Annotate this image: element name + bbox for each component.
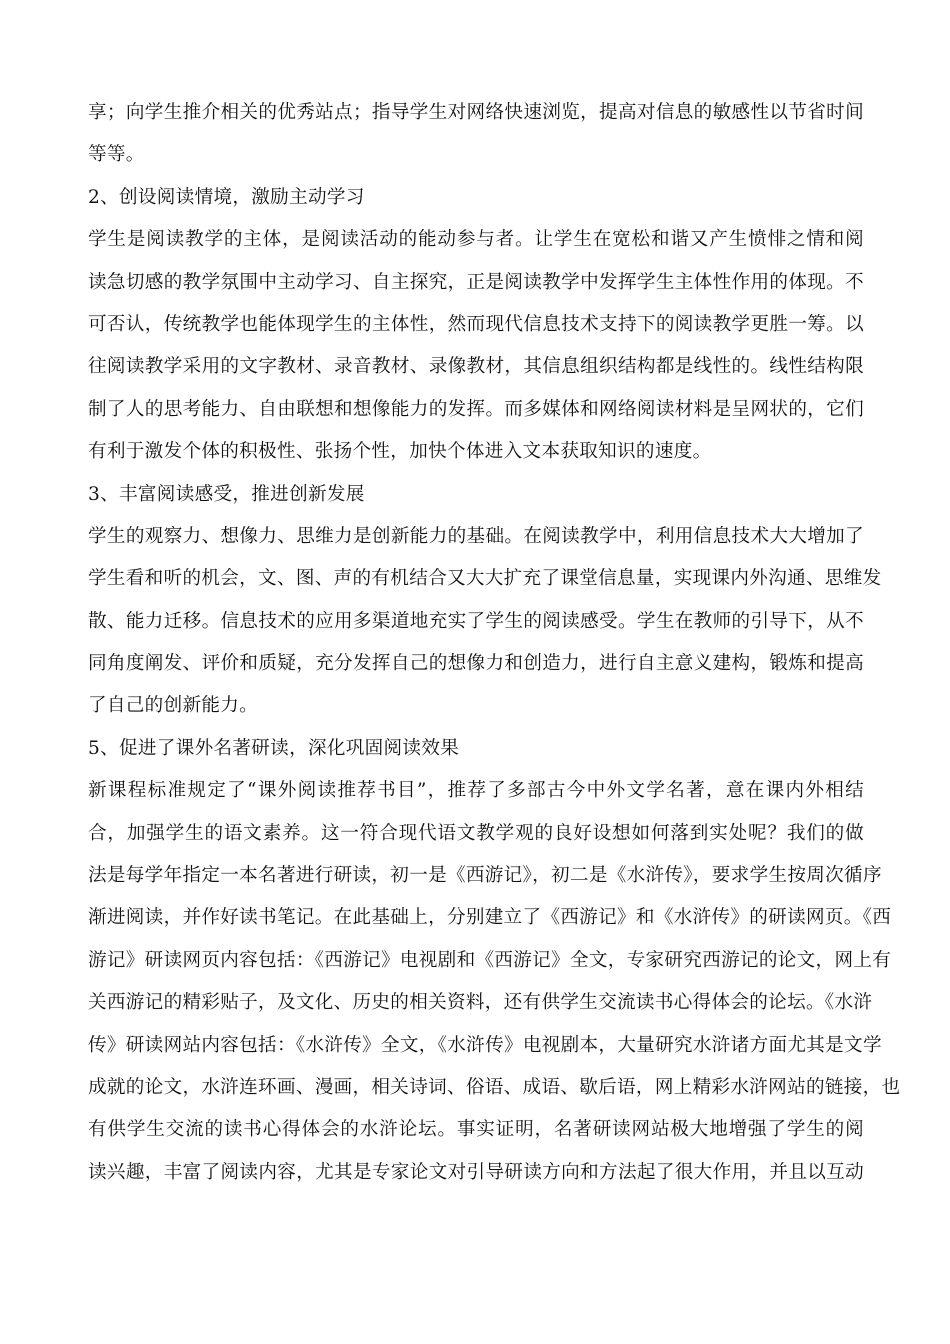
paragraph-line: 读急切感的教学氛围中主动学习、自主探究，正是阅读教学中发挥学生主体性作用的体现。不 xyxy=(88,271,864,293)
paragraph-line: 合，加强学生的语文素养。这一符合现代语文教学观的良好设想如何落到实处呢？我们的做 xyxy=(88,822,864,844)
paragraph-line: 了自己的创新能力。 xyxy=(88,695,259,717)
paragraph-line: 传》研读网站内容包括：《水浒传》全文，《水浒传》电视剧本，大量研究水浒诸方面尤其是文学 xyxy=(88,1034,882,1056)
paragraph-line: 学生看和听的机会，文、图、声的有机结合又大大扩充了课堂信息量，实现课内外沟通、思维发 xyxy=(88,568,882,590)
paragraph-line: 关西游记的精彩贴子，及文化、历史的相关资料，还有供学生交流读书心得体会的论坛。《水浒 xyxy=(88,992,873,1014)
paragraph-line: 新课程标准规定了“课外阅读推荐书目”，推荐了多部古今中外文学名著，意在课内外相结 xyxy=(88,780,864,802)
paragraph-line: 法是每学年指定一本名著进行研读，初一是《西游记》，初二是《水浒传》，要求学生按周次循序 xyxy=(88,865,882,887)
paragraph-line: 游记》研读网页内容包括：《西游记》电视剧和《西游记》全文，专家研究西游记的论文，网上有 xyxy=(88,949,892,971)
paragraph-line: 有供学生交流的读书心得体会的水浒论坛。事实证明，名著研读网站极大地增强了学生的阅 xyxy=(88,1119,864,1141)
paragraph-line: 读兴趣，丰富了阅读内容，尤其是专家论文对引导研读方向和方法起了很大作用，并且以互动 xyxy=(88,1161,864,1183)
paragraph-line: 享；向学生推介相关的优秀站点；指导学生对网络快速浏览，提高对信息的敏感性以节省时间 xyxy=(88,102,864,123)
paragraph-line: 制了人的思考能力、自由联想和想像能力的发挥。而多媒体和网络阅读材料是呈网状的，它们 xyxy=(88,398,864,420)
section-heading: 3、丰富阅读感受，推进创新发展 xyxy=(88,483,365,505)
paragraph-line: 渐进阅读，并作好读书笔记。在此基础上，分别建立了《西游记》和《水浒传》的研读网页。《西 xyxy=(88,907,892,929)
paragraph-line: 学生是阅读教学的主体，是阅读活动的能动参与者。让学生在宽松和谐又产生愤悱之情和阅 xyxy=(88,229,864,251)
paragraph-line: 可否认，传统教学也能体现学生的主体性，然而现代信息技术支持下的阅读教学更胜一筹。以 xyxy=(88,313,864,335)
document-page xyxy=(88,92,901,1194)
paragraph-line: 同角度阐发、评价和质疑，充分发挥自己的想像力和创造力，进行自主意义建构，锻炼和提高 xyxy=(88,653,864,675)
paragraph-line: 散、能力迁移。信息技术的应用多渠道地充实了学生的阅读感受。学生在教师的引导下，从不 xyxy=(88,610,864,632)
section-heading: 2、创设阅读情境，激励主动学习 xyxy=(88,186,365,208)
paragraph-line: 成就的论文，水浒连环画、漫画，相关诗词、俗语、成语、歇后语，网上精彩水浒网站的链接，也 xyxy=(88,1076,901,1098)
section-heading: 5、促进了课外名著研读，深化巩固阅读效果 xyxy=(88,737,460,759)
paragraph-line: 等等。 xyxy=(88,144,145,166)
document-body xyxy=(88,92,901,1194)
paragraph-line: 有利于激发个体的积极性、张扬个性，加快个体进入文本获取知识的速度。 xyxy=(88,441,712,463)
paragraph-line: 学生的观察力、想像力、思维力是创新能力的基础。在阅读教学中，利用信息技术大大增加了 xyxy=(88,525,864,547)
paragraph-line: 往阅读教学采用的文字教材、录音教材、录像教材，其信息组织结构都是线性的。线性结构限 xyxy=(88,356,864,378)
